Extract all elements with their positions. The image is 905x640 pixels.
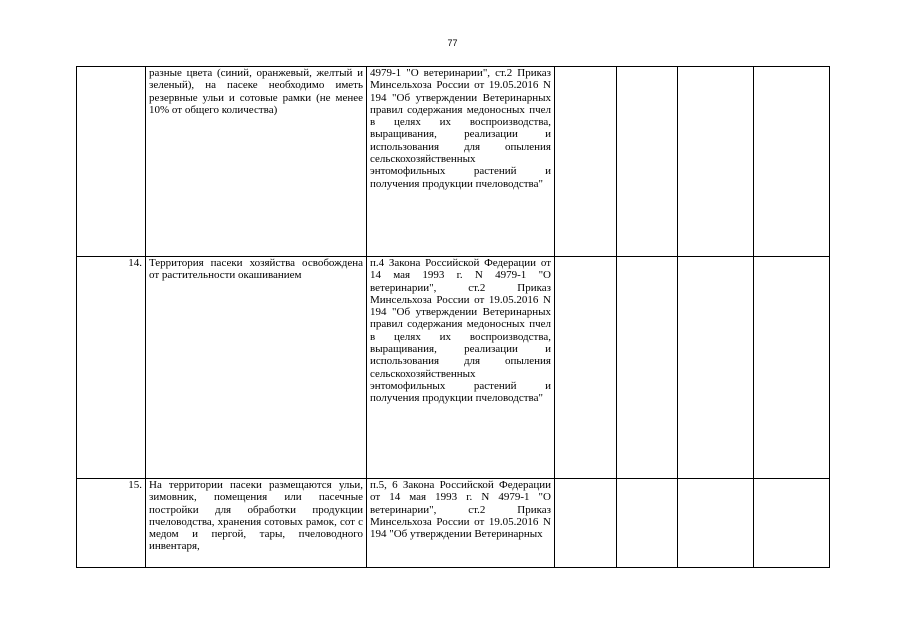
- page-number: 77: [447, 38, 458, 48]
- requirement-cell: [146, 479, 367, 568]
- answer-cell: [617, 257, 678, 479]
- answer-cell: [678, 257, 754, 479]
- answer-cell: [555, 67, 617, 257]
- answer-cell: [678, 479, 754, 568]
- row-number: 15.: [77, 479, 146, 568]
- table-row: [77, 67, 830, 257]
- answer-cell: [617, 479, 678, 568]
- legal-reference-text: 4979-1 "О ветеринарии", ст.2 Приказ Минсельхоза России от 19.05.2016 N 194 "Об утверждении Ветеринарных правил содержания медоносных пчел в целях их воспроизводства, выращивания, реализации и использования для опыления сельскохозяйственных энтомофильных растений и получения продукции пчеловодства": [370, 67, 551, 190]
- row-number: [77, 67, 146, 257]
- notes-cell: [754, 479, 830, 568]
- notes-cell: [754, 257, 830, 479]
- legal-reference-text: п.5, 6 Закона Российской Федерации от 14 мая 1993 г. N 4979-1 "О ветеринарии", ст.2 Приказ Минсельхоза России от 19.05.2016 N 194 "Об утверждении Ветеринарных: [370, 479, 551, 541]
- requirement-text: разные цвета (синий, оранжевый, желтый и зеленый), на пасеке необходимо иметь резервные ульи и сотовые рамки (не менее 10% от общего количества): [149, 67, 363, 116]
- answer-cell: [617, 67, 678, 257]
- notes-cell: [754, 67, 830, 257]
- legal-reference-cell: [367, 67, 555, 257]
- row-number: 14.: [77, 257, 146, 479]
- requirement-cell: [146, 67, 367, 257]
- answer-cell: [555, 257, 617, 479]
- table-row: [77, 257, 830, 479]
- legal-reference-text: п.4 Закона Российской Федерации от 14 мая 1993 г. N 4979-1 "О ветеринарии", ст.2 Приказ Минсельхоза России от 19.05.2016 N 194 "Об утверждении Ветеринарных правил содержания медоносных пчел в целях их воспроизводства, выращивания, реализации и использования для опыления сельскохозяйственных энтомофильных растений и получения продукции пчеловодства": [370, 257, 551, 405]
- requirement-text: Территория пасеки хозяйства освобождена от растительности окашиванием: [149, 257, 363, 282]
- requirement-text: На территории пасеки размещаются ульи, зимовник, помещения или пасечные постройки для обработки продукции пчеловодства, хранения сотовых рамок, сот с медом и пергой, тары, пчеловодного инвентаря,: [149, 479, 363, 553]
- answer-cell: [555, 479, 617, 568]
- legal-reference-cell: [367, 479, 555, 568]
- table-row: [77, 479, 830, 568]
- requirement-cell: [146, 257, 367, 479]
- legal-reference-cell: [367, 257, 555, 479]
- answer-cell: [678, 67, 754, 257]
- checklist-table: [76, 66, 830, 568]
